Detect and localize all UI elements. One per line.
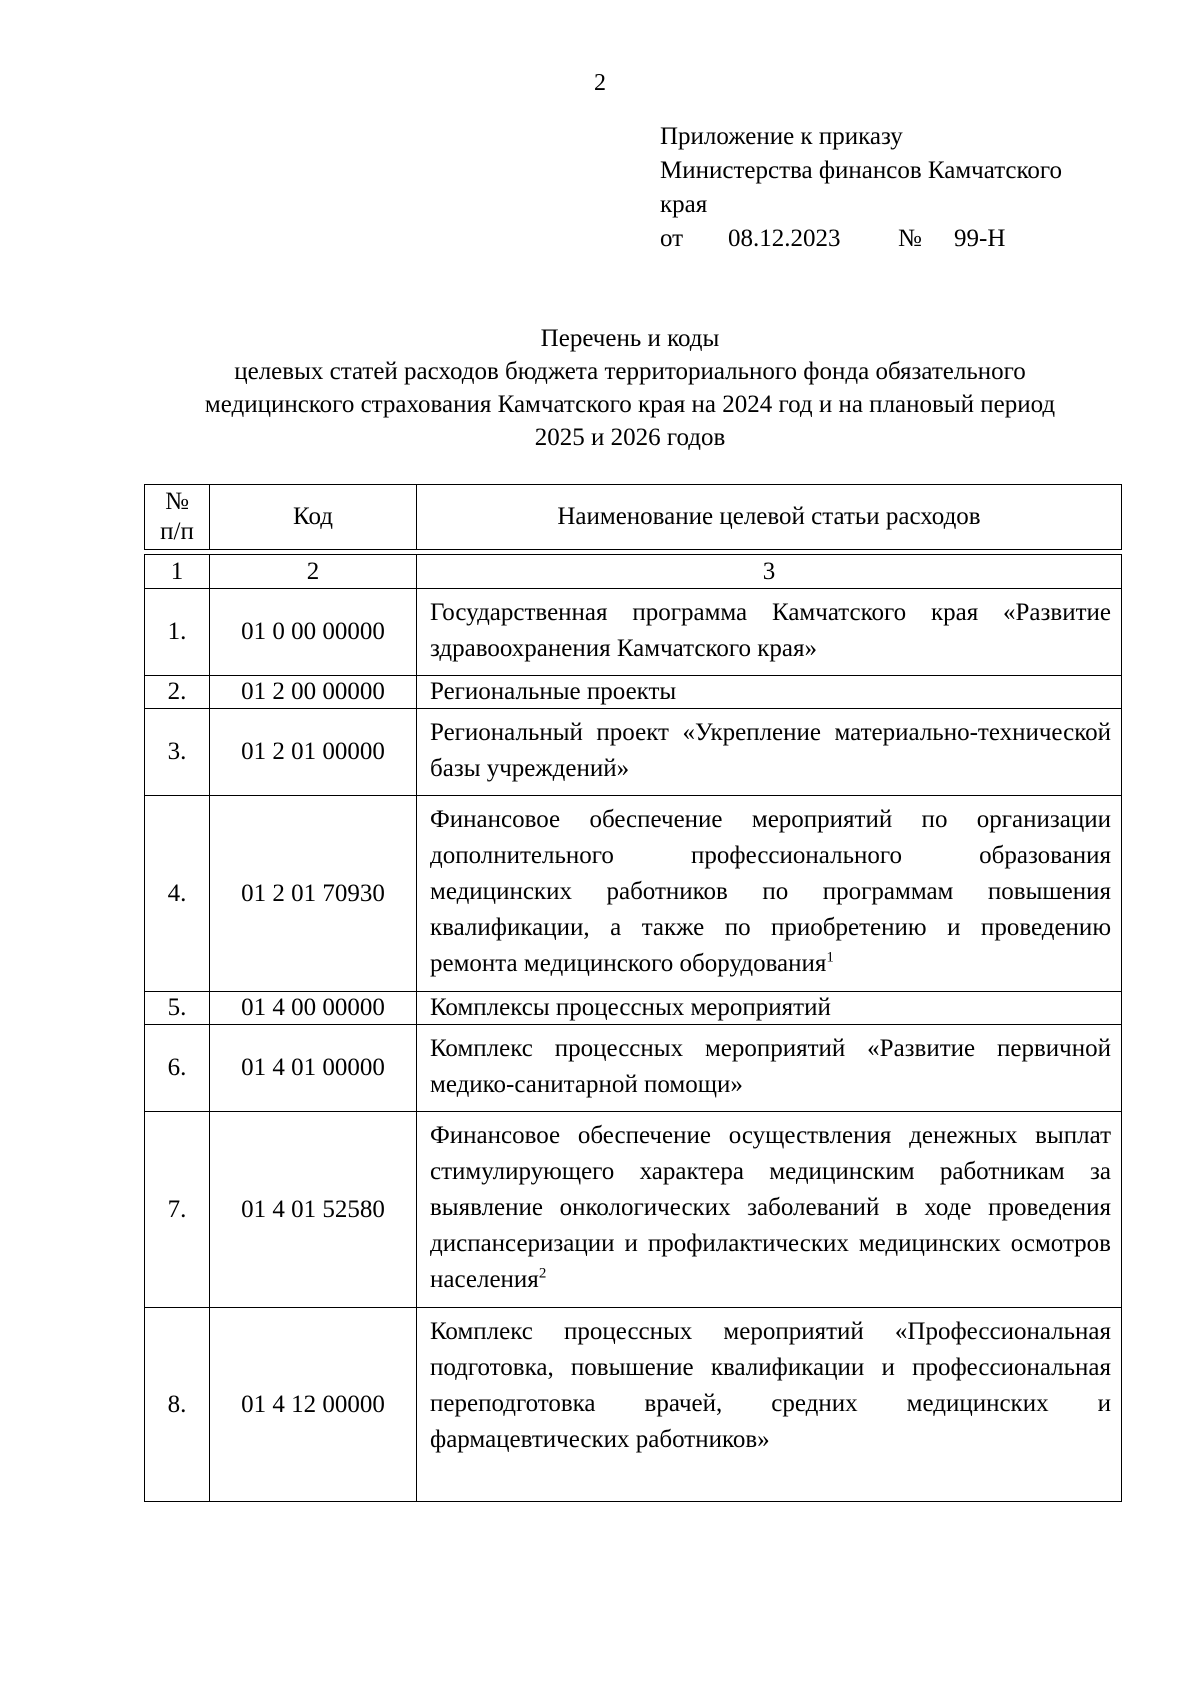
row-code: 01 4 00 00000: [210, 992, 417, 1025]
table-header: [144, 484, 1122, 550]
title-line-2: целевых статей расходов бюджета территориального фонда обязательного: [234, 358, 1026, 385]
table-row: [145, 676, 1122, 709]
column-number-1: 1: [145, 555, 210, 589]
table-row: [145, 796, 1122, 992]
row-number: 4.: [145, 796, 210, 992]
row-number: 7.: [145, 1112, 210, 1308]
row-name-text: Комплекс процессных мероприятий «Развитие первичной медико-санитарной помощи»: [430, 1035, 1111, 1098]
row-code: 01 2 00 00000: [210, 676, 417, 709]
row-code: 01 4 12 00000: [210, 1308, 417, 1502]
row-number: 3.: [145, 709, 210, 796]
row-code: 01 4 01 00000: [210, 1025, 417, 1112]
table-row: [145, 1308, 1122, 1502]
order-number: 99-Н: [954, 225, 1006, 252]
row-name: [417, 1112, 1122, 1308]
row-name: [417, 1025, 1122, 1112]
row-name: [417, 1308, 1122, 1502]
row-code: 01 2 01 00000: [210, 709, 417, 796]
order-from-label: от: [660, 225, 684, 252]
header-num: [145, 485, 210, 550]
footnote-marker: 2: [538, 1265, 547, 1282]
table-row: [145, 709, 1122, 796]
row-name: [417, 589, 1122, 676]
row-number: 8.: [145, 1308, 210, 1502]
header-row: [145, 485, 1122, 550]
document-title: [140, 322, 1120, 454]
footnote-marker: 1: [826, 949, 834, 966]
title-line-1: Перечень и коды: [540, 325, 720, 352]
row-name-text: Комплексы процессных мероприятий: [430, 994, 831, 1021]
row-number: 6.: [145, 1025, 210, 1112]
header-num-line-2: п/п: [160, 518, 194, 545]
column-number-2: 2: [210, 555, 417, 589]
row-name-text: Государственная программа Камчатского края «Развитие здравоохранения Камчатского края»: [430, 599, 1111, 662]
row-code: 01 2 01 70930: [210, 796, 417, 992]
table-row: [145, 1025, 1122, 1112]
appendix-line-2: Министерства финансов Камчатского: [660, 157, 1063, 184]
row-number: 1.: [145, 589, 210, 676]
row-number: 5.: [145, 992, 210, 1025]
row-code: 01 4 01 52580: [210, 1112, 417, 1308]
row-name: [417, 676, 1122, 709]
table-row: [145, 1112, 1122, 1308]
row-name-text: Комплекс процессных мероприятий «Профессиональная подготовка, повышение квалификации и профессиональная переподготовка врачей, средних медицинских и фармацевтических работников»: [430, 1318, 1111, 1453]
title-line-4: 2025 и 2026 годов: [534, 424, 726, 451]
target-articles-table: [144, 554, 1122, 1502]
header-num-line-1: №: [165, 488, 189, 515]
table-row: [145, 992, 1122, 1025]
order-line: [660, 222, 1130, 256]
order-number-sign: №: [898, 225, 922, 252]
appendix-block: [660, 120, 1130, 256]
row-name: [417, 796, 1122, 992]
row-code: 01 0 00 00000: [210, 589, 417, 676]
row-name-text: Финансовое обеспечение мероприятий по организации дополнительного профессионального образования медицинских работников по программам повышения квалификации, а также по приобретению и проведению ремонта медицинского оборудования: [430, 806, 1111, 977]
header-code: Код: [210, 485, 417, 550]
row-name-text: Региональные проекты: [430, 678, 677, 705]
row-number: 2.: [145, 676, 210, 709]
row-name: [417, 992, 1122, 1025]
row-name: [417, 709, 1122, 796]
header-name: Наименование целевой статьи расходов: [417, 485, 1122, 550]
row-name-text: Финансовое обеспечение осуществления денежных выплат стимулирующего характера медицинским работникам за выявление онкологических заболеваний в ходе проведения диспансеризации и профилактических медицинских осмотров населения: [430, 1122, 1111, 1293]
page-number: 2: [594, 70, 606, 96]
table-row: [145, 589, 1122, 676]
title-line-3: медицинского страхования Камчатского края на 2024 год и на плановый период: [204, 391, 1056, 418]
column-number-3: 3: [417, 555, 1122, 589]
column-number-row: [145, 555, 1122, 589]
appendix-line-3: края: [660, 191, 708, 218]
appendix-line-1: Приложение к приказу: [660, 123, 903, 150]
order-date: 08.12.2023: [728, 225, 841, 252]
row-name-text: Региональный проект «Укрепление материально-технической базы учреждений»: [430, 719, 1111, 782]
